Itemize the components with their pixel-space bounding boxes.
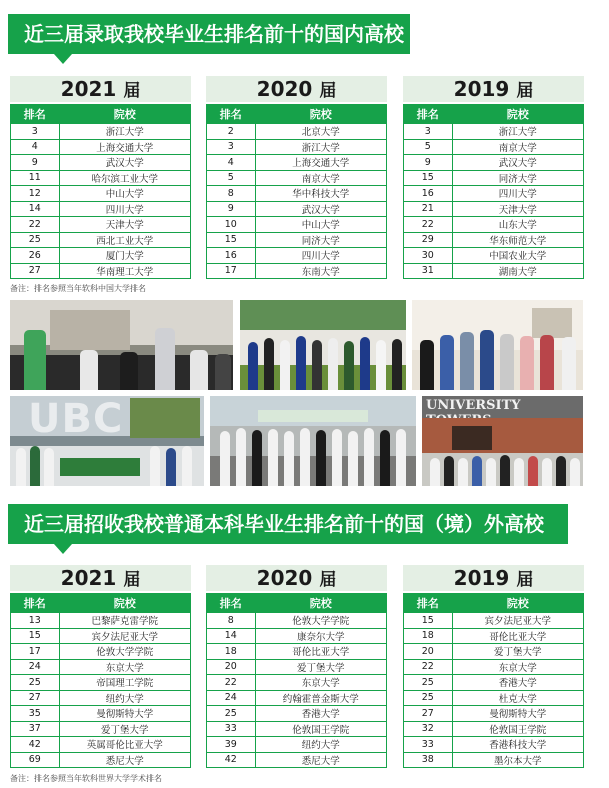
section2-banner bbox=[8, 504, 568, 544]
table-row bbox=[207, 613, 387, 629]
rank-cell: 31 bbox=[404, 263, 453, 279]
year-heading: 2020 届 bbox=[206, 565, 387, 591]
table-block-s1-2019 bbox=[403, 76, 584, 279]
school-cell: 宾夕法尼亚大学 bbox=[59, 628, 190, 644]
ranking-table bbox=[403, 104, 584, 279]
school-cell: 北京大学 bbox=[255, 124, 386, 140]
rank-cell: 18 bbox=[404, 628, 453, 644]
school-cell: 四川大学 bbox=[255, 248, 386, 264]
rank-cell: 24 bbox=[11, 659, 60, 675]
table-row bbox=[11, 690, 191, 706]
rank-cell: 15 bbox=[404, 613, 453, 629]
table-row bbox=[404, 706, 584, 722]
table-row bbox=[11, 217, 191, 233]
section2-note: 备注：排名参照当年软科世界大学学术排名 bbox=[10, 774, 162, 783]
rank-cell: 17 bbox=[11, 644, 60, 660]
table-row bbox=[11, 737, 191, 753]
rank-header: 排名 bbox=[11, 105, 60, 124]
table-row bbox=[207, 232, 387, 248]
table-row bbox=[207, 706, 387, 722]
table-row bbox=[11, 201, 191, 217]
rank-cell: 26 bbox=[11, 248, 60, 264]
school-cell: 曼彻斯特大学 bbox=[59, 706, 190, 722]
school-cell: 东京大学 bbox=[255, 675, 386, 691]
table-row bbox=[404, 737, 584, 753]
banner-pointer bbox=[54, 544, 72, 554]
rank-cell: 33 bbox=[207, 721, 256, 737]
rank-cell: 25 bbox=[11, 232, 60, 248]
school-header: 院校 bbox=[255, 594, 386, 613]
school-header: 院校 bbox=[59, 594, 190, 613]
school-cell: 悉尼大学 bbox=[59, 752, 190, 768]
school-cell: 帝国理工学院 bbox=[59, 675, 190, 691]
school-cell: 香港科技大学 bbox=[452, 737, 583, 753]
rank-cell: 16 bbox=[207, 248, 256, 264]
rank-cell: 29 bbox=[404, 232, 453, 248]
school-cell: 华南理工大学 bbox=[59, 263, 190, 279]
school-cell: 武汉大学 bbox=[59, 155, 190, 171]
school-cell: 上海交通大学 bbox=[255, 155, 386, 171]
rank-cell: 3 bbox=[207, 139, 256, 155]
table-row bbox=[207, 124, 387, 140]
ubc-sign: UBC bbox=[28, 396, 124, 442]
school-cell: 杜克大学 bbox=[452, 690, 583, 706]
table-block-s1-2020 bbox=[206, 76, 387, 279]
table-row bbox=[11, 613, 191, 629]
school-cell: 墨尔本大学 bbox=[452, 752, 583, 768]
school-cell: 东京大学 bbox=[59, 659, 190, 675]
rank-cell: 4 bbox=[11, 139, 60, 155]
school-cell: 哈尔滨工业大学 bbox=[59, 170, 190, 186]
school-cell: 上海交通大学 bbox=[59, 139, 190, 155]
table-row bbox=[404, 124, 584, 140]
table-row bbox=[207, 186, 387, 202]
photo-classroom bbox=[10, 300, 233, 390]
photo-group-garden bbox=[240, 300, 406, 390]
year-heading: 2019 届 bbox=[403, 565, 584, 591]
table-row bbox=[207, 155, 387, 171]
rank-cell: 5 bbox=[404, 139, 453, 155]
school-cell: 悉尼大学 bbox=[255, 752, 386, 768]
table-row bbox=[11, 232, 191, 248]
table-row bbox=[404, 675, 584, 691]
table-row bbox=[404, 139, 584, 155]
rank-cell: 12 bbox=[11, 186, 60, 202]
rank-cell: 20 bbox=[404, 644, 453, 660]
year-heading: 2020 届 bbox=[206, 76, 387, 102]
rank-cell: 25 bbox=[404, 675, 453, 691]
table-row bbox=[404, 217, 584, 233]
rank-cell: 15 bbox=[404, 170, 453, 186]
school-cell: 宾夕法尼亚大学 bbox=[452, 613, 583, 629]
table-row bbox=[404, 721, 584, 737]
table-row bbox=[404, 201, 584, 217]
school-cell: 英属哥伦比亚大学 bbox=[59, 737, 190, 753]
table-row bbox=[207, 217, 387, 233]
rank-cell: 25 bbox=[404, 690, 453, 706]
rank-cell: 3 bbox=[11, 124, 60, 140]
table-row bbox=[11, 263, 191, 279]
table-row bbox=[404, 690, 584, 706]
ranking-table bbox=[206, 104, 387, 279]
school-cell: 香港大学 bbox=[452, 675, 583, 691]
table-row bbox=[404, 752, 584, 768]
table-row bbox=[11, 248, 191, 264]
banner-pointer bbox=[54, 54, 72, 64]
school-cell: 浙江大学 bbox=[59, 124, 190, 140]
school-cell: 伦敦大学学院 bbox=[59, 644, 190, 660]
school-cell: 四川大学 bbox=[59, 201, 190, 217]
rank-cell: 38 bbox=[404, 752, 453, 768]
school-cell: 华东师范大学 bbox=[452, 232, 583, 248]
school-cell: 爱丁堡大学 bbox=[255, 659, 386, 675]
table-row bbox=[207, 659, 387, 675]
school-cell: 哥伦比亚大学 bbox=[255, 644, 386, 660]
table-row bbox=[404, 613, 584, 629]
rank-cell: 24 bbox=[207, 690, 256, 706]
rank-cell: 27 bbox=[11, 263, 60, 279]
table-row bbox=[11, 752, 191, 768]
rank-cell: 27 bbox=[11, 690, 60, 706]
table-block-s2-2020 bbox=[206, 565, 387, 768]
rank-cell: 35 bbox=[11, 706, 60, 722]
rank-cell: 37 bbox=[11, 721, 60, 737]
school-cell: 浙江大学 bbox=[255, 139, 386, 155]
school-cell: 浙江大学 bbox=[452, 124, 583, 140]
rank-cell: 25 bbox=[11, 675, 60, 691]
section2-title: 近三届招收我校普通本科毕业生排名前十的国（境）外高校 bbox=[24, 512, 544, 536]
rank-cell: 22 bbox=[404, 217, 453, 233]
table-row bbox=[11, 659, 191, 675]
table-row bbox=[207, 644, 387, 660]
school-cell: 康奈尔大学 bbox=[255, 628, 386, 644]
rank-cell: 20 bbox=[207, 659, 256, 675]
rank-cell: 22 bbox=[404, 659, 453, 675]
table-row bbox=[207, 628, 387, 644]
section1-banner bbox=[8, 14, 410, 54]
table-row bbox=[11, 155, 191, 171]
table-row bbox=[11, 124, 191, 140]
rank-cell: 9 bbox=[404, 155, 453, 171]
school-cell: 东南大学 bbox=[255, 263, 386, 279]
table-row bbox=[11, 706, 191, 722]
table-row bbox=[404, 644, 584, 660]
table-row bbox=[404, 263, 584, 279]
year-heading: 2021 届 bbox=[10, 565, 191, 591]
rank-cell: 32 bbox=[404, 721, 453, 737]
rank-cell: 15 bbox=[11, 628, 60, 644]
year-heading: 2019 届 bbox=[403, 76, 584, 102]
rank-header: 排名 bbox=[11, 594, 60, 613]
rank-cell: 11 bbox=[11, 170, 60, 186]
photo-hallway bbox=[412, 300, 583, 390]
table-row bbox=[11, 675, 191, 691]
rank-cell: 4 bbox=[207, 155, 256, 171]
rank-cell: 21 bbox=[404, 201, 453, 217]
ranking-table bbox=[206, 593, 387, 768]
school-cell: 东京大学 bbox=[452, 659, 583, 675]
table-block-s2-2021 bbox=[10, 565, 191, 768]
rank-cell: 13 bbox=[11, 613, 60, 629]
school-cell: 南京大学 bbox=[255, 170, 386, 186]
school-cell: 巴黎萨克雷学院 bbox=[59, 613, 190, 629]
rank-cell: 9 bbox=[11, 155, 60, 171]
school-cell: 南京大学 bbox=[452, 139, 583, 155]
ranking-table bbox=[10, 104, 191, 279]
school-cell: 纽约大学 bbox=[255, 737, 386, 753]
school-cell: 伦敦国王学院 bbox=[452, 721, 583, 737]
rank-cell: 22 bbox=[11, 217, 60, 233]
table-row bbox=[11, 170, 191, 186]
school-cell: 武汉大学 bbox=[452, 155, 583, 171]
rank-cell: 8 bbox=[207, 613, 256, 629]
rank-header: 排名 bbox=[404, 105, 453, 124]
rank-cell: 25 bbox=[207, 706, 256, 722]
school-cell: 纽约大学 bbox=[59, 690, 190, 706]
rank-cell: 17 bbox=[207, 263, 256, 279]
rank-cell: 3 bbox=[404, 124, 453, 140]
rank-cell: 15 bbox=[207, 232, 256, 248]
table-block-s2-2019 bbox=[403, 565, 584, 768]
year-heading: 2021 届 bbox=[10, 76, 191, 102]
school-cell: 伦敦大学学院 bbox=[255, 613, 386, 629]
table-row bbox=[404, 248, 584, 264]
section1-note: 备注：排名参照当年软科中国大学排名 bbox=[10, 284, 146, 293]
table-row bbox=[207, 675, 387, 691]
photo-ubc bbox=[10, 396, 204, 486]
table-row bbox=[11, 139, 191, 155]
rank-cell: 8 bbox=[207, 186, 256, 202]
school-cell: 天津大学 bbox=[59, 217, 190, 233]
rank-cell: 16 bbox=[404, 186, 453, 202]
table-row bbox=[207, 263, 387, 279]
rank-cell: 39 bbox=[207, 737, 256, 753]
table-row bbox=[207, 248, 387, 264]
school-cell: 厦门大学 bbox=[59, 248, 190, 264]
school-cell: 湖南大学 bbox=[452, 263, 583, 279]
table-row bbox=[11, 644, 191, 660]
school-cell: 同济大学 bbox=[255, 232, 386, 248]
table-row bbox=[207, 201, 387, 217]
school-cell: 曼彻斯特大学 bbox=[452, 706, 583, 722]
photo-group-banner bbox=[210, 396, 416, 486]
rank-cell: 2 bbox=[207, 124, 256, 140]
table-row bbox=[207, 139, 387, 155]
rank-cell: 27 bbox=[404, 706, 453, 722]
rank-cell: 42 bbox=[207, 752, 256, 768]
school-cell: 天津大学 bbox=[452, 201, 583, 217]
school-cell: 西北工业大学 bbox=[59, 232, 190, 248]
rank-header: 排名 bbox=[207, 594, 256, 613]
rank-cell: 33 bbox=[404, 737, 453, 753]
school-header: 院校 bbox=[59, 105, 190, 124]
rank-cell: 14 bbox=[11, 201, 60, 217]
table-row bbox=[207, 170, 387, 186]
school-cell: 香港大学 bbox=[255, 706, 386, 722]
school-cell: 伦敦国王学院 bbox=[255, 721, 386, 737]
table-row bbox=[11, 186, 191, 202]
school-cell: 山东大学 bbox=[452, 217, 583, 233]
school-cell: 中山大学 bbox=[255, 217, 386, 233]
table-row bbox=[207, 721, 387, 737]
table-row bbox=[207, 690, 387, 706]
rank-cell: 18 bbox=[207, 644, 256, 660]
table-row bbox=[404, 186, 584, 202]
ranking-table bbox=[403, 593, 584, 768]
school-cell: 武汉大学 bbox=[255, 201, 386, 217]
school-header: 院校 bbox=[452, 105, 583, 124]
school-cell: 爱丁堡大学 bbox=[452, 644, 583, 660]
rank-cell: 14 bbox=[207, 628, 256, 644]
section1-title: 近三届录取我校毕业生排名前十的国内高校 bbox=[24, 22, 404, 46]
rank-cell: 10 bbox=[207, 217, 256, 233]
rank-cell: 22 bbox=[207, 675, 256, 691]
school-cell: 中山大学 bbox=[59, 186, 190, 202]
school-cell: 约翰霍普金斯大学 bbox=[255, 690, 386, 706]
rank-header: 排名 bbox=[207, 105, 256, 124]
rank-cell: 42 bbox=[11, 737, 60, 753]
table-row bbox=[404, 659, 584, 675]
table-row bbox=[404, 232, 584, 248]
ranking-table bbox=[10, 593, 191, 768]
rank-cell: 30 bbox=[404, 248, 453, 264]
table-row bbox=[11, 721, 191, 737]
table-row bbox=[404, 155, 584, 171]
school-cell: 同济大学 bbox=[452, 170, 583, 186]
school-header: 院校 bbox=[255, 105, 386, 124]
school-cell: 中国农业大学 bbox=[452, 248, 583, 264]
school-cell: 四川大学 bbox=[452, 186, 583, 202]
rank-cell: 9 bbox=[207, 201, 256, 217]
rank-cell: 5 bbox=[207, 170, 256, 186]
table-block-s1-2021 bbox=[10, 76, 191, 279]
towers-sign: UNIVERSITY bbox=[426, 398, 521, 413]
table-row bbox=[207, 737, 387, 753]
school-header: 院校 bbox=[452, 594, 583, 613]
table-row bbox=[11, 628, 191, 644]
school-cell: 哥伦比亚大学 bbox=[452, 628, 583, 644]
rank-cell: 69 bbox=[11, 752, 60, 768]
table-row bbox=[404, 628, 584, 644]
table-row bbox=[404, 170, 584, 186]
school-cell: 华中科技大学 bbox=[255, 186, 386, 202]
school-cell: 爱丁堡大学 bbox=[59, 721, 190, 737]
table-row bbox=[207, 752, 387, 768]
photo-university-towers bbox=[422, 396, 583, 486]
rank-header: 排名 bbox=[404, 594, 453, 613]
